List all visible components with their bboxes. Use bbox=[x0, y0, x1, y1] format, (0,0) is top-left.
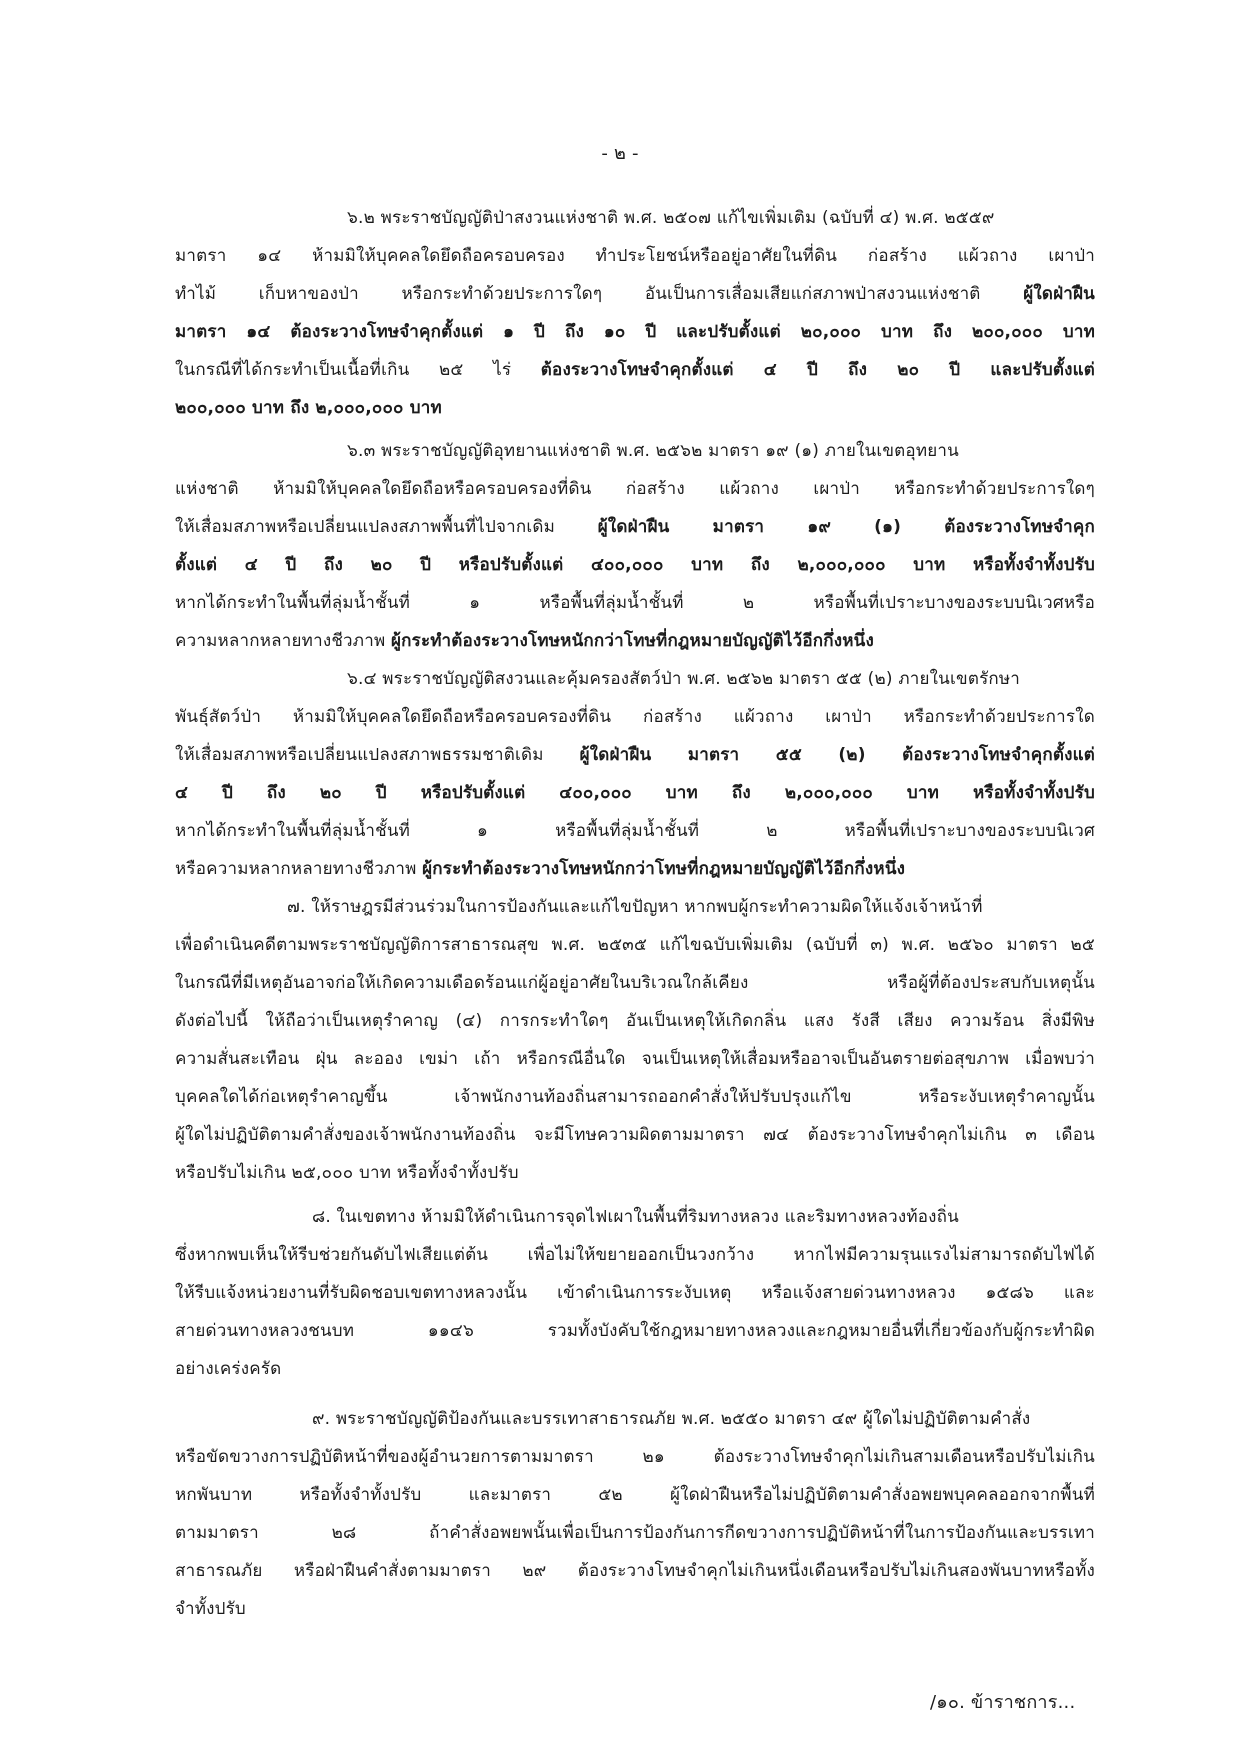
paragraph-line: หากได้กระทำในพื้นที่ลุ่มน้ำชั้นที่ ๑ หรือพื้นที่ลุ่มน้ำชั้นที่ ๒ หรือพื้นที่เปราะบางของระบบนิเวศหรือ bbox=[175, 593, 1095, 613]
paragraph-line bbox=[175, 622, 1095, 660]
paragraph-line: ๔ ปี ถึง ๒๐ ปี หรือปรับตั้งแต่ ๔๐๐,๐๐๐ บาท ถึง ๒,๐๐๐,๐๐๐ บาท หรือทั้งจำทั้งปรับ bbox=[175, 783, 1095, 803]
text-run: หรือความหลากหลายทางชีวภาพ bbox=[175, 859, 417, 879]
text-run-bold: ผู้ใดฝ่าฝืน มาตรา ๕๕ (๒) ต้องระวางโทษจำคุกตั้งแต่ bbox=[579, 745, 1095, 765]
text-run: ให้เสื่อมสภาพหรือเปลี่ยนแปลงสภาพธรรมชาติเดิม bbox=[175, 745, 544, 765]
text-run: ในกรณีที่ได้กระทำเป็นเนื้อที่เกิน ๒๕ ไร่ bbox=[175, 360, 512, 380]
text-run-bold: ต้องระวางโทษจำคุกตั้งแต่ ๔ ปี ถึง ๒๐ ปี และปรับตั้งแต่ bbox=[540, 360, 1095, 380]
paragraph-line: อย่างเคร่งครัด bbox=[175, 1359, 282, 1379]
paragraph-line: ๒๐๐,๐๐๐ บาท ถึง ๒,๐๐๐,๐๐๐ บาท bbox=[175, 398, 442, 418]
paragraph-line bbox=[175, 351, 1095, 389]
paragraph-line: จำทั้งปรับ bbox=[175, 1599, 246, 1619]
paragraph-line: ๙. พระราชบัญญัติป้องกันและบรรเทาสาธารณภัย พ.ศ. ๒๕๕๐ มาตรา ๔๙ ผู้ใดไม่ปฏิบัติตามคำสั่ง bbox=[312, 1409, 1031, 1429]
text-run-bold: ผู้กระทำต้องระวางโทษหนักกว่าโทษที่กฎหมายบัญญัติไว้อีกกึ่งหนึ่ง bbox=[390, 631, 874, 651]
text-run: ให้เสื่อมสภาพหรือเปลี่ยนแปลงสภาพพื้นที่ไปจากเดิม bbox=[175, 517, 556, 537]
paragraph-line: ดังต่อไปนี้ ให้ถือว่าเป็นเหตุรำคาญ (๔) การกระทำใดๆ อันเป็นเหตุให้เกิดกลิ่น แสง รังสี เสียง ความร้อน สิ่งมีพิษ bbox=[175, 1011, 1095, 1031]
paragraph-line: แห่งชาติ ห้ามมิให้บุคคลใดยึดถือหรือครอบครองที่ดิน ก่อสร้าง แผ้วถาง เผาป่า หรือกระทำด้วยประการใดๆ bbox=[175, 479, 1095, 499]
text-run-bold: ผู้กระทำต้องระวางโทษหนักกว่าโทษที่กฎหมายบัญญัติไว้อีกกึ่งหนึ่ง bbox=[422, 859, 906, 879]
text-run-bold: ผู้ใดฝ่าฝืน มาตรา ๑๙ (๑) ต้องระวางโทษจำคุก bbox=[597, 517, 1095, 537]
paragraph-line: ๖.๔ พระราชบัญญัติสงวนและคุ้มครองสัตว์ป่า พ.ศ. ๒๕๖๒ มาตรา ๕๕ (๒) ภายในเขตรักษา bbox=[347, 669, 1021, 689]
paragraph-line bbox=[175, 736, 1095, 774]
paragraph-line: ๗. ให้ราษฎรมีส่วนร่วมในการป้องกันและแก้ไขปัญหา หากพบผู้กระทำความผิดให้แจ้งเจ้าหน้าที่ bbox=[287, 897, 983, 917]
paragraph-line: ซึ่งหากพบเห็นให้รีบช่วยกันดับไฟเสียแต่ต้น เพื่อไม่ให้ขยายออกเป็นวงกว้าง หากไฟมีความรุนแรงไม่สามารถดับไฟได้ bbox=[175, 1245, 1095, 1265]
paragraph-line: มาตรา ๑๔ ห้ามมิให้บุคคลใดยึดถือครอบครอง ทำประโยชน์หรืออยู่อาศัยในที่ดิน ก่อสร้าง แผ้วถาง เผาป่า bbox=[175, 246, 1095, 266]
paragraph-line: สายด่วนทางหลวงชนบท ๑๑๔๖ รวมทั้งบังคับใช้กฎหมายทางหลวงและกฎหมายอื่นที่เกี่ยวข้องกับผู้กระทำผิด bbox=[175, 1321, 1095, 1341]
paragraph-line: ในกรณีที่มีเหตุอันอาจก่อให้เกิดความเดือดร้อนแก่ผู้อยู่อาศัยในบริเวณใกล้เคียง หรือผู้ที่ต้องประสบกับเหตุนั้น bbox=[175, 973, 1095, 993]
page-number: - ๒ - bbox=[601, 143, 639, 164]
paragraph-line bbox=[175, 508, 1095, 546]
paragraph-line: หรือปรับไม่เกิน ๒๕,๐๐๐ บาท หรือทั้งจำทั้งปรับ bbox=[175, 1163, 519, 1183]
paragraph-line: ๖.๓ พระราชบัญญัติอุทยานแห่งชาติ พ.ศ. ๒๕๖๒ มาตรา ๑๙ (๑) ภายในเขตอุทยาน bbox=[347, 441, 959, 461]
paragraph-line: หกพันบาท หรือทั้งจำทั้งปรับ และมาตรา ๕๒ ผู้ใดฝ่าฝืนหรือไม่ปฏิบัติตามคำสั่งอพยพบุคคลออกจากพื้นที่ bbox=[175, 1485, 1095, 1505]
paragraph-line: มาตรา ๑๔ ต้องระวางโทษจำคุกตั้งแต่ ๑ ปี ถึง ๑๐ ปี และปรับตั้งแต่ ๒๐,๐๐๐ บาท ถึง ๒๐๐,๐๐๐ บาท bbox=[175, 322, 1095, 342]
paragraph-line: ตามมาตรา ๒๘ ถ้าคำสั่งอพยพนั้นเพื่อเป็นการป้องกันการกีดขวางการปฏิบัติหน้าที่ในการป้องกันและบรรเทา bbox=[175, 1523, 1095, 1543]
paragraph-line: ให้รีบแจ้งหน่วยงานที่รับผิดชอบเขตทางหลวงนั้น เข้าดำเนินการระงับเหตุ หรือแจ้งสายด่วนทางหลวง ๑๕๘๖ และ bbox=[175, 1283, 1095, 1303]
paragraph-line: เพื่อดำเนินคดีตามพระราชบัญญัติการสาธารณสุข พ.ศ. ๒๕๓๕ แก้ไขฉบับเพิ่มเติม (ฉบับที่ ๓) พ.ศ. ๒๕๖๐ มาตรา ๒๕ bbox=[175, 935, 1095, 955]
paragraph-line: ตั้งแต่ ๔ ปี ถึง ๒๐ ปี หรือปรับตั้งแต่ ๔๐๐,๐๐๐ บาท ถึง ๒,๐๐๐,๐๐๐ บาท หรือทั้งจำทั้งปรับ bbox=[175, 555, 1095, 575]
text-run-bold: ผู้ใดฝ่าฝืน bbox=[1023, 284, 1095, 304]
paragraph-line: พันธุ์สัตว์ป่า ห้ามมิให้บุคคลใดยึดถือหรือครอบครองที่ดิน ก่อสร้าง แผ้วถาง เผาป่า หรือกระทำด้วยประการใด bbox=[175, 707, 1095, 727]
document-body bbox=[175, 0, 1095, 1755]
paragraph-line: ๘. ในเขตทาง ห้ามมิให้ดำเนินการจุดไฟเผาในพื้นที่ริมทางหลวง และริมทางหลวงท้องถิ่น bbox=[312, 1207, 959, 1227]
paragraph-line: หรือขัดขวางการปฏิบัติหน้าที่ของผู้อำนวยการตามมาตรา ๒๑ ต้องระวางโทษจำคุกไม่เกินสามเดือนหรือปรับไม่เกิน bbox=[175, 1447, 1095, 1467]
text-run: ความหลากหลายทางชีวภาพ bbox=[175, 631, 386, 651]
paragraph-line: หากได้กระทำในพื้นที่ลุ่มน้ำชั้นที่ ๑ หรือพื้นที่ลุ่มน้ำชั้นที่ ๒ หรือพื้นที่เปราะบางของระบบนิเวศ bbox=[175, 821, 1095, 841]
paragraph-line: บุคคลใดได้ก่อเหตุรำคาญขึ้น เจ้าพนักงานท้องถิ่นสามารถออกคำสั่งให้ปรับปรุงแก้ไข หรือระงับเหตุรำคาญนั้น bbox=[175, 1087, 1095, 1107]
paragraph-line bbox=[175, 850, 1095, 888]
paragraph-line: ผู้ใดไม่ปฏิบัติตามคำสั่งของเจ้าพนักงานท้องถิ่น จะมีโทษความผิดตามมาตรา ๗๔ ต้องระวางโทษจำคุกไม่เกิน ๓ เดือน bbox=[175, 1125, 1095, 1145]
continuation-marker: /๑๐. ข้าราชการ... bbox=[930, 1692, 1076, 1713]
paragraph-line bbox=[175, 275, 1095, 313]
text-run: ทำไม้ เก็บหาของป่า หรือกระทำด้วยประการใดๆ อันเป็นการเสื่อมเสียแก่สภาพป่าสงวนแห่งชาติ bbox=[175, 284, 981, 304]
paragraph-line: ความสั่นสะเทือน ฝุ่น ละออง เขม่า เถ้า หรือกรณีอื่นใด จนเป็นเหตุให้เสื่อมหรืออาจเป็นอันตรายต่อสุขภาพ เมื่อพบว่า bbox=[175, 1049, 1095, 1069]
paragraph-line: สาธารณภัย หรือฝ่าฝืนคำสั่งตามมาตรา ๒๙ ต้องระวางโทษจำคุกไม่เกินหนึ่งเดือนหรือปรับไม่เกินสองพันบาทหรือทั้ง bbox=[175, 1561, 1095, 1581]
paragraph-line: ๖.๒ พระราชบัญญัติป่าสงวนแห่งชาติ พ.ศ. ๒๕๐๗ แก้ไขเพิ่มเติม (ฉบับที่ ๔) พ.ศ. ๒๕๕๙ bbox=[347, 208, 995, 228]
